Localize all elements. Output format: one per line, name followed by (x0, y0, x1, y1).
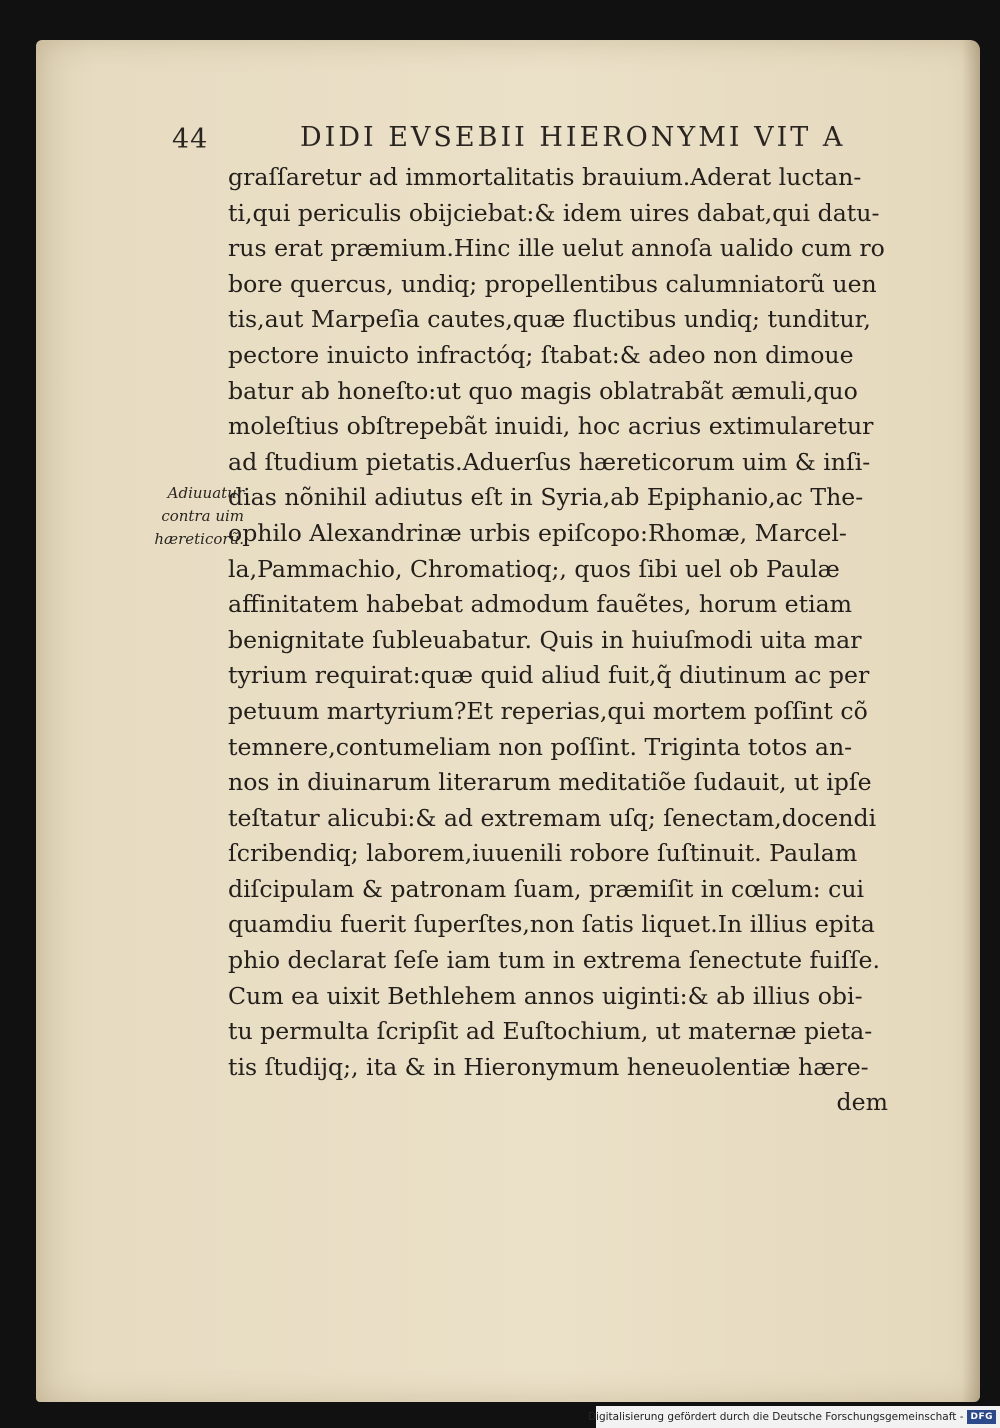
text-line: Cum ea uixit Bethlehem annos uiginti:& ab illius obi- (228, 981, 863, 1010)
text-line: nos in diuinarum literarum meditatiõe ſudauit, ut ipſe (228, 768, 872, 797)
dfg-logo: DFG (967, 1410, 996, 1424)
text-line: tu permulta ſcripſit ad Euſtochium, ut maternæ pieta- (228, 1017, 873, 1046)
page-number: 44 (172, 124, 209, 155)
text-line: moleſtius obſtrepebãt inuidi, hoc acrius extimularetur (228, 412, 874, 441)
text-line: quamdiu fuerit ſuperſtes,non ſatis liquet.In illius epita (228, 910, 875, 939)
marginal-note-line: contra uim (161, 507, 244, 525)
text-line: batur ab honeſto:ut quo magis oblatrabãt æmuli,quo (228, 376, 858, 405)
text-line: ti,qui periculis obijciebat:& idem uires dabat,qui datu- (228, 198, 880, 227)
text-line: ſcribendiq; laborem,iuuenili robore ſuſtinuit. Paulam (228, 839, 858, 868)
text-line: bore quercus, undiq; propellentibus calumniatorũ uen (228, 269, 877, 298)
text-line: teſtatur alicubi:& ad extremam uſq; ſenectam,docendi (228, 803, 877, 832)
page-edge-shadow (962, 40, 980, 1402)
marginal-note (114, 482, 244, 551)
text-line: graſſaretur ad immortalitatis brauium.Aderat luctan- (228, 163, 862, 191)
text-line: dias nõnihil adiutus eſt in Syria,ab Epiphanio,ac The- (228, 483, 864, 512)
text-line: pectore inuicto infractóq; ſtabat:& adeo non dimoue (228, 340, 854, 369)
text-line: petuum martyrium?Et reperias,qui mortem poſſint cõ (228, 696, 868, 725)
text-line: rus erat præmium.Hinc ille uelut annoſa ualido cum ro (228, 234, 885, 263)
footer-credit: Digitalisierung gefördert durch die Deutsche Forschungsgemeinschaft - (587, 1411, 964, 1423)
text-line: tis,aut Marpeſia cautes,quæ fluctibus undiq; tunditur, (228, 305, 871, 334)
text-line: phio declarat ſeſe iam tum in extrema ſenectute fuiſſe. (228, 946, 880, 975)
digitization-footer (587, 1406, 1000, 1428)
text-line: diſcipulam & patronam ſuam, præmiſit in cœlum: cui (228, 874, 865, 903)
text-line: tyrium requirat:quæ quid aliud fuit,q̃ diutinum ac per (228, 661, 870, 690)
marginal-note-line: Adiuuatur (167, 484, 244, 502)
marginal-note-line: hæreticorũ. (154, 530, 244, 548)
body-text (228, 160, 888, 1121)
text-line: ophilo Alexandrinæ urbis epiſcopo:Rhomæ, Marcel- (228, 518, 847, 547)
text-line: la,Pammachio, Chromatioq;, quos ſibi uel ob Paulæ (228, 554, 840, 583)
text-line: ad ſtudium pietatis.Aduerſus hæreticorum uim & inſi- (228, 447, 871, 476)
text-line: affinitatem habebat admodum fauẽtes, horum etiam (228, 590, 853, 619)
text-line: temnere,contumeliam non poſſint. Triginta totos an- (228, 732, 853, 761)
running-head: DIDI EVSEBII HIERONYMI VIT A (300, 122, 846, 153)
book-page (36, 40, 980, 1402)
text-line: tis ſtudijq;, ita & in Hieronymum heneuolentiæ hære- (228, 1052, 869, 1081)
catchword: dem (836, 1088, 888, 1117)
text-line: benignitate ſubleuabatur. Quis in huiuſmodi uita mar (228, 625, 862, 654)
